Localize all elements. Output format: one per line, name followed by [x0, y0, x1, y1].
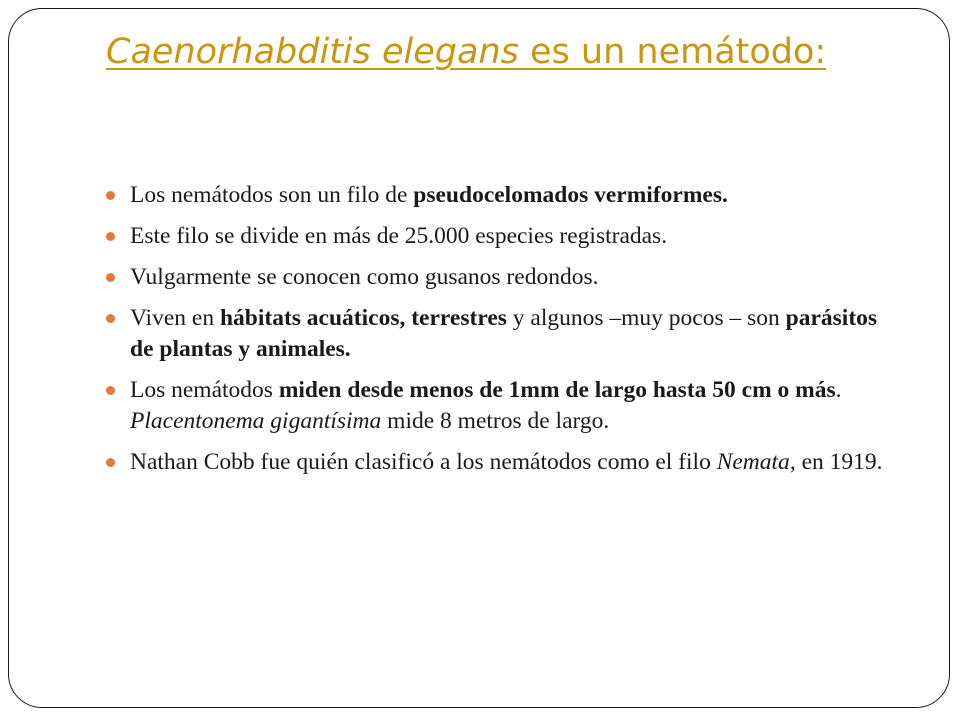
slide-title[interactable]: [106, 28, 866, 76]
bullet-dot-icon: [106, 232, 115, 241]
bullet-text: Los nemátodos: [130, 377, 279, 403]
bullet-item-phylum: [106, 180, 896, 211]
title-rest: es un nemátodo:: [518, 32, 827, 72]
bullet-text: Viven en: [130, 305, 220, 331]
bullet-text: Nathan Cobb fue quién clasificó a los nemátodos como el filo: [130, 449, 717, 475]
bullet-dot-icon: [106, 386, 115, 395]
bullet-dot-icon: [106, 191, 115, 200]
bullet-dot-icon: [106, 458, 115, 467]
bullet-bold-text: pseudocelomados vermiformes.: [413, 182, 728, 208]
bullet-item-size: [106, 375, 896, 437]
bullet-list: [106, 180, 896, 488]
bullet-dot-icon: [106, 273, 115, 282]
bullet-dot-icon: [106, 314, 115, 323]
bullet-text: y algunos –muy pocos – son: [506, 305, 786, 331]
bullet-text: Este filo se divide en más de 25.000 especies registradas.: [130, 223, 668, 249]
bullet-item-common-name: [106, 262, 896, 293]
bullet-item-species-count: [106, 221, 896, 252]
bullet-text: .: [835, 377, 842, 403]
bullet-item-classification: [106, 447, 896, 478]
bullet-bold-text: miden desde menos de 1mm de largo hasta 50 cm o más: [278, 377, 836, 403]
bullet-italic-text: Nemata: [716, 449, 790, 475]
bullet-text: mide 8 metros de largo.: [381, 408, 610, 434]
bullet-text: Los nemátodos son un filo de: [130, 182, 414, 208]
bullet-text: , en 1919.: [789, 449, 883, 475]
bullet-italic-text: Placentonema gigantísima: [130, 408, 382, 434]
bullet-item-habitats: [106, 303, 896, 365]
bullet-text: Vulgarmente se conocen como gusanos redondos.: [130, 264, 599, 290]
title-species-name: Caenorhabditis elegans: [106, 32, 519, 72]
bullet-bold-text: hábitats acuáticos, terrestres: [219, 305, 507, 331]
bullet-bold-text: parásitos de plantas y animales.: [130, 305, 878, 362]
